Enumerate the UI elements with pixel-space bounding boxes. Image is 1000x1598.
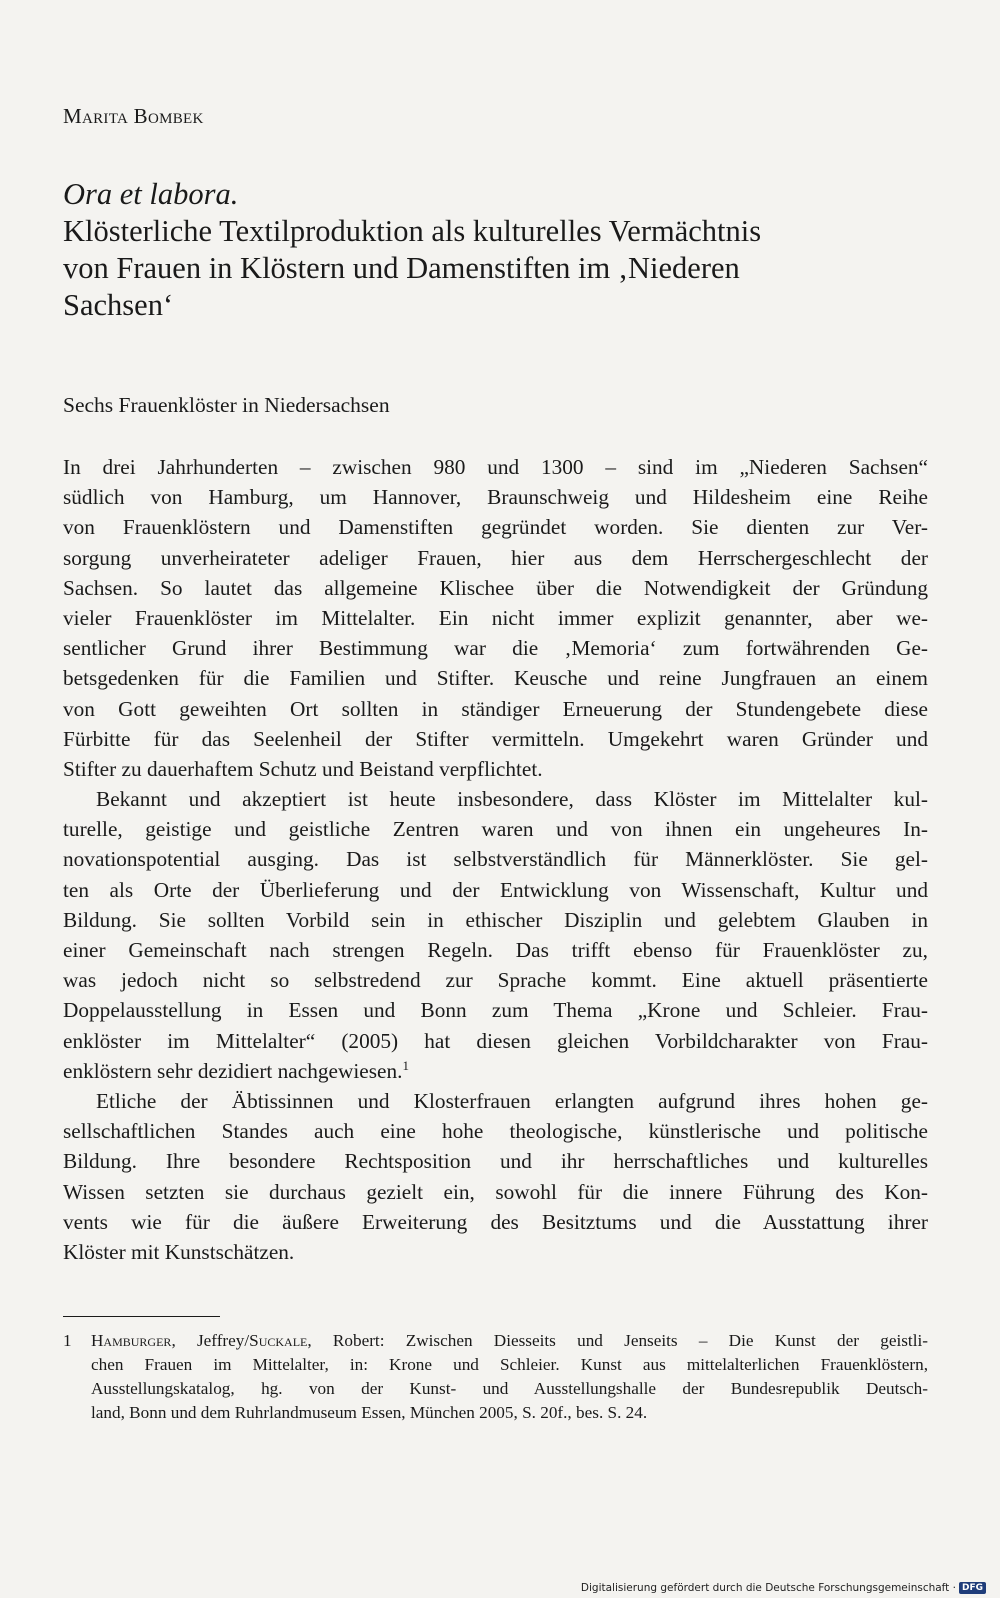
funding-text: Digitalisierung gefördert durch die Deutsche Forschungsgemeinschaft · xyxy=(580,1582,956,1594)
body-line xyxy=(63,1056,928,1086)
body-line: In drei Jahrhunderten – zwischen 980 und 1300 – sind im „Niederen Sachsen“ xyxy=(63,455,928,479)
body-line: einer Gemeinschaft nach strengen Regeln. Das trifft ebenso für Frauenklöster zu, xyxy=(63,938,928,962)
body-line: turelle, geistige und geistliche Zentren waren und von ihnen ein ungeheures In- xyxy=(63,817,928,842)
article-title xyxy=(63,176,928,324)
footnote-text: , Jeffrey/ xyxy=(171,1331,250,1350)
title-line: Sachsen‘ xyxy=(63,288,174,322)
body-line: sentlicher Grund ihrer Bestimmung war die ‚Memoria‘ zum fortwährenden Ge- xyxy=(63,636,928,661)
body-line: vents wie für die äußere Erweiterung des Besitztums und die Ausstattung ihrer xyxy=(63,1209,928,1234)
body-line: Doppelausstellung in Essen und Bonn zum Thema „Krone und Schleier. Frau- xyxy=(63,998,928,1023)
title-italic: Ora et labora. xyxy=(63,177,239,211)
body-line: Sachsen. So lautet das allgemeine Klischee über die Notwendigkeit der Gründung xyxy=(63,575,928,600)
body-line: vieler Frauenklöster im Mittelalter. Ein nicht immer explizit genannter, aber we- xyxy=(63,605,928,630)
body-line: Etliche der Äbtissinnen und Klosterfrauen erlangten aufgrund ihres hohen ge- xyxy=(96,1088,928,1113)
body-line: von Gott geweihten Ort sollten in ständiger Erneuerung der Stundengebete diese xyxy=(63,696,928,721)
footnote-line: chen Frauen im Mittelalter, in: Krone und Schleier. Kunst aus mittelalterlichen Frauenklöstern, xyxy=(91,1355,928,1374)
body-line-text: enklöstern sehr dezidiert nachgewiesen. xyxy=(63,1058,403,1083)
body-line: sorgung unverheirateter adeliger Frauen, hier aus dem Herrschergeschlecht der xyxy=(63,545,928,570)
author-name: Marita Bombek xyxy=(63,104,204,128)
body-line: Klöster mit Kunstschätzen. xyxy=(63,1239,295,1264)
title-line: Klösterliche Textilproduktion als kulturelles Vermächtnis xyxy=(63,214,762,248)
body-line: Stifter zu dauerhaftem Schutz und Beistand verpflichtet. xyxy=(63,756,543,781)
body-line: südlich von Hamburg, um Hannover, Braunschweig und Hildesheim eine Reihe xyxy=(63,485,928,510)
footnote-line: land, Bonn und dem Ruhrlandmuseum Essen, München 2005, S. 20f., bes. S. 24. xyxy=(91,1403,648,1422)
body-line: Wissen setzten sie durchaus gezielt ein, sowohl für die innere Führung des Kon- xyxy=(63,1179,928,1204)
footnote-divider xyxy=(63,1316,220,1317)
footnote-reference[interactable]: 1 xyxy=(402,1057,409,1073)
body-line: Bekannt und akzeptiert ist heute insbesondere, dass Klöster im Mittelalter kul- xyxy=(96,787,928,812)
body-line: Fürbitte für das Seelenheil der Stifter vermitteln. Umgekehrt waren Gründer und xyxy=(63,726,928,751)
funding-note xyxy=(581,1582,986,1594)
title-line: von Frauen in Klöstern und Damenstiften im ‚Niederen xyxy=(63,251,740,285)
footnote-number: 1 xyxy=(63,1331,72,1350)
body-line: novationspotential ausging. Das ist selbstverständlich für Männerklöster. Sie gel- xyxy=(63,847,928,872)
body-line: von Frauenklöstern und Damenstiften gegründet worden. Sie dienten zur Ver- xyxy=(63,515,928,540)
dfg-logo: DFG xyxy=(959,1582,986,1594)
body-line: enklöster im Mittelalter“ (2005) hat diesen gleichen Vorbildcharakter von Frau- xyxy=(63,1028,928,1053)
footnote-text: , Robert: Zwischen Diesseits und Jenseits – Die Kunst der geistli- xyxy=(307,1331,928,1350)
section-heading: Sechs Frauenklöster in Niedersachsen xyxy=(63,393,390,417)
body-line: Bildung. Sie sollten Vorbild sein in ethischer Disziplin und gelebtem Glauben in xyxy=(63,907,928,932)
footnote-author: Suckale xyxy=(249,1331,308,1350)
footnote xyxy=(63,1329,928,1425)
body-line: betsgedenken für die Familien und Stifter. Keusche und reine Jungfrauen an einem xyxy=(63,666,928,691)
body-line: Bildung. Ihre besondere Rechtsposition und ihr herrschaftliches und kulturelles xyxy=(63,1149,928,1174)
body-line: was jedoch nicht so selbstredend zur Sprache kommt. Eine aktuell präsentierte xyxy=(63,968,928,993)
body-line: sellschaftlichen Standes auch eine hohe theologische, künstlerische und politische xyxy=(63,1119,928,1144)
footnote-author: Hamburger xyxy=(91,1331,172,1350)
footnote-line xyxy=(63,1329,928,1353)
footnote-line: Ausstellungskatalog, hg. von der Kunst- und Ausstellungshalle der Bundesrepublik Deutsch- xyxy=(91,1379,928,1398)
body-text xyxy=(63,452,928,1267)
body-line: ten als Orte der Überlieferung und der Entwicklung von Wissenschaft, Kultur und xyxy=(63,877,928,902)
